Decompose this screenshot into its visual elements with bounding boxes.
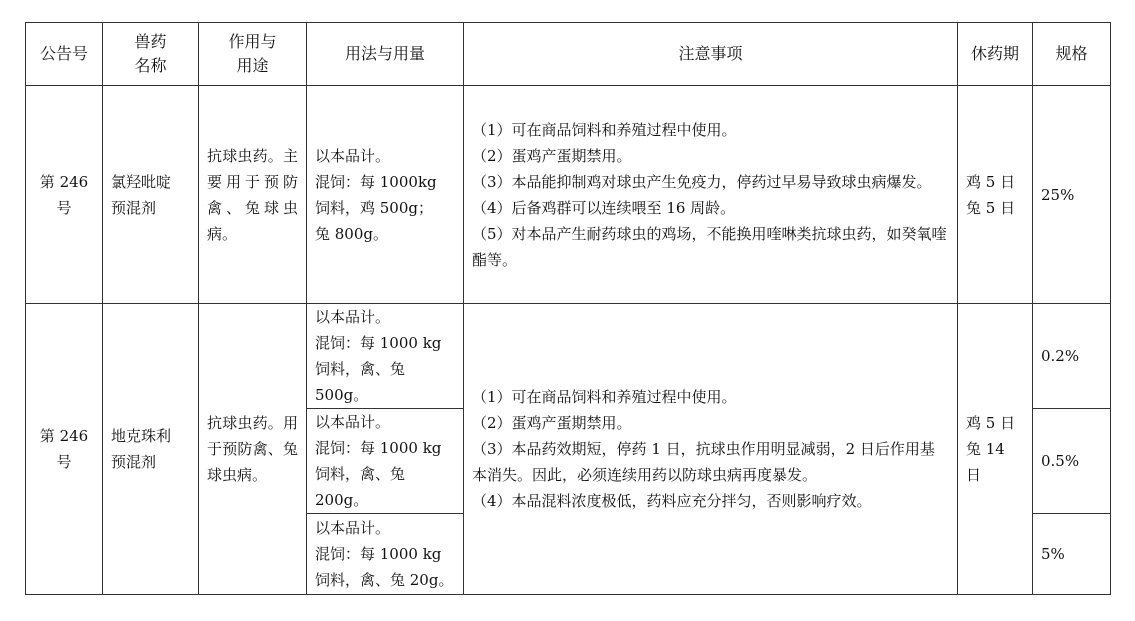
table-row bbox=[26, 304, 1111, 409]
function-cell: 抗球虫药。主要用于预防禽、兔球虫病。 bbox=[199, 86, 307, 304]
dosage-line: 饲料，禽、兔 200g。 bbox=[315, 465, 406, 509]
dosage-line: 以本品计。 bbox=[315, 519, 391, 537]
drug-name-cell bbox=[103, 304, 199, 595]
withdrawal-line: 鸡 5 日 bbox=[966, 172, 1016, 191]
precautions-cell bbox=[464, 86, 958, 304]
function-cell: 抗球虫药。用于预防禽、兔球虫病。 bbox=[199, 304, 307, 595]
dosage-line: 饲料，禽、兔 500g。 bbox=[315, 360, 406, 404]
dosage-line: 以本品计。 bbox=[315, 146, 391, 165]
drug-name-line1: 氯羟吡啶 bbox=[111, 172, 172, 191]
precaution-item: （2）蛋鸡产蛋期禁用。 bbox=[472, 146, 632, 165]
precaution-item: （2）蛋鸡产蛋期禁用。 bbox=[472, 414, 632, 432]
spec-cell: 0.2% bbox=[1033, 304, 1111, 409]
dosage-line: 混饲：每 1000 kg bbox=[315, 545, 442, 563]
dosage-line: 混饲：每 1000 kg bbox=[315, 439, 442, 457]
dosage-cell bbox=[307, 304, 464, 409]
dosage-line: 以本品计。 bbox=[315, 308, 391, 326]
header-function-line1: 作用与 bbox=[228, 32, 277, 51]
veterinary-drug-table bbox=[25, 22, 1111, 595]
header-precautions: 注意事项 bbox=[464, 23, 958, 86]
dosage-line: 混饲：每 1000kg bbox=[315, 172, 437, 191]
precaution-item: （4）后备鸡群可以连续喂至 16 周龄。 bbox=[472, 198, 736, 217]
dosage-cell bbox=[307, 86, 464, 304]
dosage-cell bbox=[307, 514, 464, 595]
notice-no-line2: 号 bbox=[56, 453, 72, 471]
precaution-item: （1）可在商品饲料和养殖过程中使用。 bbox=[472, 120, 737, 139]
header-name-line1: 兽药 bbox=[134, 32, 167, 51]
notice-no-line1: 第 246 bbox=[39, 427, 89, 445]
precaution-item: （5）对本品产生耐药球虫的鸡场，不能换用喹啉类抗球虫药，如癸氧喹酯等。 bbox=[472, 224, 947, 269]
notice-no-line1: 第 246 bbox=[39, 172, 89, 191]
precautions-cell bbox=[464, 304, 958, 595]
spec-cell: 25% bbox=[1033, 86, 1111, 304]
header-function-line2: 用途 bbox=[236, 56, 269, 75]
header-withdrawal: 休药期 bbox=[958, 23, 1033, 86]
dosage-line: 以本品计。 bbox=[315, 413, 391, 431]
withdrawal-line: 兔 5 日 bbox=[966, 198, 1016, 217]
spec-cell: 5% bbox=[1033, 514, 1111, 595]
withdrawal-line: 兔 14 bbox=[966, 440, 1005, 458]
dosage-line: 混饲：每 1000 kg bbox=[315, 334, 442, 352]
header-spec: 规格 bbox=[1033, 23, 1111, 86]
dosage-line: 兔 800g。 bbox=[315, 224, 389, 243]
drug-name-cell bbox=[103, 86, 199, 304]
withdrawal-line: 日 bbox=[966, 466, 982, 484]
drug-name-line1: 地克珠利 bbox=[111, 427, 172, 445]
notice-no-line2: 号 bbox=[56, 198, 72, 217]
withdrawal-cell bbox=[958, 86, 1033, 304]
notice-no-cell bbox=[26, 304, 103, 595]
header-function bbox=[199, 23, 307, 86]
header-drug-name bbox=[103, 23, 199, 86]
precaution-item: （1）可在商品饲料和养殖过程中使用。 bbox=[472, 388, 737, 406]
precaution-item: （4）本品混料浓度极低，药料应充分拌匀，否则影响疗效。 bbox=[472, 492, 872, 510]
notice-no-cell bbox=[26, 86, 103, 304]
withdrawal-cell bbox=[958, 304, 1033, 595]
header-name-line2: 名称 bbox=[134, 56, 167, 75]
spec-cell: 0.5% bbox=[1033, 409, 1111, 514]
dosage-cell bbox=[307, 409, 464, 514]
dosage-line: 饲料，鸡 500g； bbox=[315, 198, 434, 217]
precaution-item: （3）本品药效期短，停药 1 日，抗球虫作用明显减弱，2 日后作用基本消失。因此，必须连续用药以防球虫病再度暴发。 bbox=[472, 440, 935, 484]
header-notice-no: 公告号 bbox=[26, 23, 103, 86]
drug-name-line2: 预混剂 bbox=[111, 453, 157, 471]
dosage-line: 饲料，禽、兔 20g。 bbox=[315, 571, 454, 589]
drug-name-line2: 预混剂 bbox=[111, 198, 157, 217]
header-dosage: 用法与用量 bbox=[307, 23, 464, 86]
table-row bbox=[26, 86, 1111, 304]
withdrawal-line: 鸡 5 日 bbox=[966, 414, 1016, 432]
header-row bbox=[26, 23, 1111, 86]
precaution-item: （3）本品能抑制鸡对球虫产生免疫力，停药过早易导致球虫病爆发。 bbox=[472, 172, 932, 191]
